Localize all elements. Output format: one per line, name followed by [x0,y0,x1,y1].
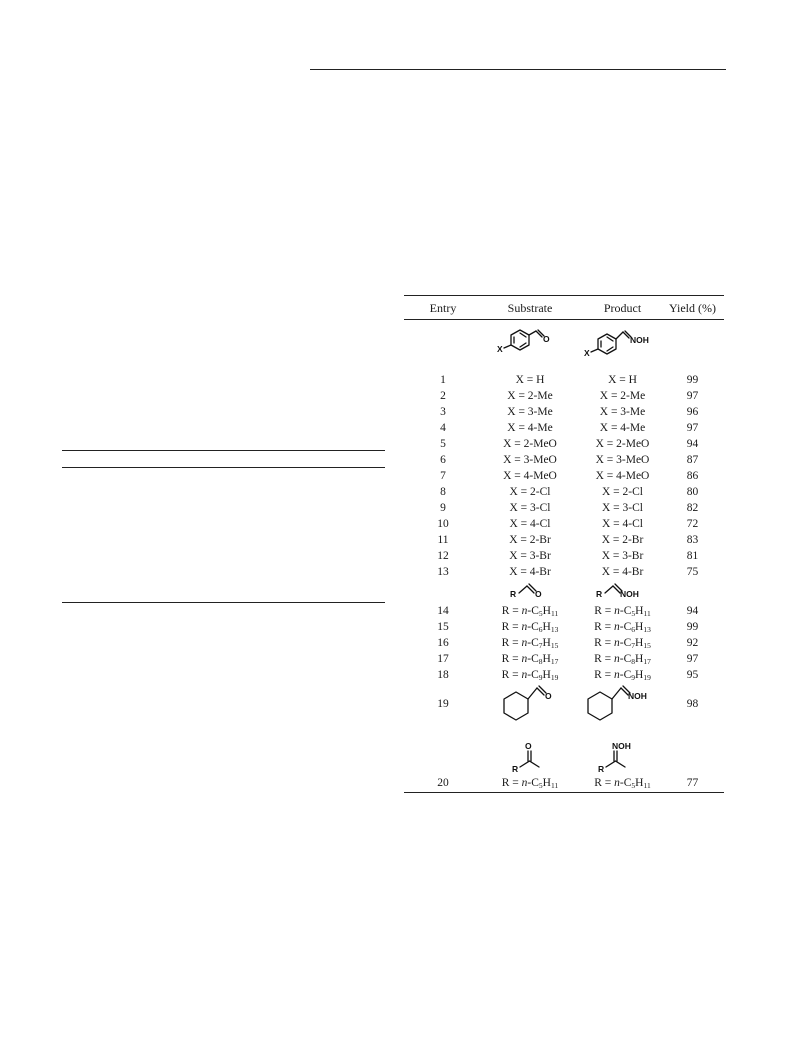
cell-entry: 20 [437,777,449,789]
cell-product: X = 2-MeO [595,438,650,450]
double-bond-icon [520,333,526,337]
cell-product: X = 3-Cl [602,502,643,514]
cell-substrate: $R = n-C_5H_{11}$ [501,777,559,790]
cell-yield: 81 [686,550,699,562]
ketone-structure [510,740,560,774]
left-table-rule-1 [62,450,385,451]
cell-product: X = 2-Br [601,534,644,546]
cell-product: X = 2-Me [599,390,646,402]
bond-icon [520,761,530,767]
bond-icon [616,761,626,767]
header-entry: Entry [429,301,457,315]
cell-product: $R = n-C_5H_{11}$ [594,605,651,618]
cyclohexane-ring-icon [588,692,612,720]
bond-icon [591,349,598,352]
cell-yield: 94 [686,438,699,450]
left-table-rule-3 [62,602,385,603]
benzaldehyde-structure [495,328,555,360]
cell-entry: 14 [437,605,449,617]
cell-entry: 18 [437,669,449,681]
cell-entry: 16 [437,637,449,649]
cell-entry: 12 [437,550,449,562]
cell-yield: 75 [686,566,699,578]
cell-substrate: X = 4-Me [507,422,553,434]
bond-icon [612,688,621,699]
cyclohexane-ring-icon [504,692,528,720]
cell-substrate: X = 2-Br [509,534,551,546]
double-bond-icon [607,337,613,341]
cell-yield: 83 [686,534,699,546]
cell-substrate: X = H [515,374,545,386]
cell-entry: 3 [440,406,446,418]
aldehyde-structure [510,581,560,601]
noh-label: NOH [630,335,649,345]
cell-substrate: X = 3-MeO [503,454,557,466]
cell-entry: 8 [440,486,446,498]
cell-product: $R = n-C_8H_{17}$ [594,653,651,666]
cell-substrate: X = 4-Br [509,566,551,578]
cell-entry: 17 [437,653,449,665]
noh-label: NOH [612,741,631,751]
cell-substrate: X = 3-Me [507,406,553,418]
table-top-rule [404,295,724,296]
r-label: R [598,764,605,774]
cell-yield: 82 [686,502,699,514]
bond-icon [530,761,540,767]
header-substrate: Substrate [507,301,553,315]
cell-product: X = 4-Me [599,422,646,434]
cell-entry: 5 [440,438,446,450]
cell-substrate: $R = n-C_5H_{11}$ [501,605,559,618]
cell-entry: 13 [437,566,449,578]
cell-entry: 9 [440,502,446,514]
header-product: Product [603,301,642,315]
cell-substrate: X = 4-MeO [503,470,557,482]
cell-entry: 10 [437,518,449,530]
cell-product: $R = n-C_9H_{19}$ [594,669,651,682]
aldoxime-structure [596,581,656,601]
table-bottom-rule [404,792,724,793]
r-label: R [596,589,603,599]
cell-yield: 95 [686,669,699,681]
cell-yield: 98 [686,698,699,710]
cell-product: X = 3-Br [601,550,644,562]
cell-substrate: $R = n-C_9H_{19}$ [501,669,559,682]
cell-yield: 86 [686,470,699,482]
oxygen-label: O [525,741,532,751]
r-label: R [510,589,517,599]
double-bond-icon [520,343,526,347]
cell-yield: 97 [686,390,699,402]
cell-product: $R = n-C_7H_{15}$ [594,637,651,650]
cell-yield: 96 [686,406,699,418]
cell-yield: 97 [686,422,699,434]
bond-icon [504,345,511,348]
header-yield: Yield (%) [669,301,716,315]
bond-icon [529,331,536,335]
cell-substrate: X = 3-Cl [509,502,551,514]
noh-label: NOH [628,691,647,701]
cyclohexane-aldoxime-structure [584,684,664,722]
table-header-rule [404,319,724,320]
ketoxime-structure [596,740,646,774]
oxygen-label: O [545,691,552,701]
x-label: X [497,344,503,354]
cell-yield: 77 [686,777,699,789]
cell-entry: 4 [440,422,446,434]
cell-product: X = 3-Me [599,406,646,418]
cell-entry: 1 [440,374,446,386]
cell-yield: 99 [686,374,699,386]
left-table-rule-2 [62,467,385,468]
bond-icon [605,586,613,593]
cell-entry: 11 [437,534,449,546]
bond-icon [606,761,616,767]
x-label: X [584,348,590,358]
cell-product: X = 4-Cl [602,518,643,530]
cell-product: X = 3-MeO [595,454,650,466]
cell-product: $R = n-C_6H_{13}$ [594,621,651,634]
bond-icon [519,586,527,593]
cell-yield: 92 [686,637,699,649]
cell-yield: 72 [686,518,699,530]
cell-substrate: X = 4-Cl [509,518,551,530]
cell-product: $R = n-C_5H_{11}$ [594,777,651,790]
cell-entry: 19 [437,698,449,710]
cell-entry: 15 [437,621,449,633]
cell-yield: 80 [686,486,699,498]
bond-icon [528,688,537,699]
cell-yield: 87 [686,454,699,466]
cell-product: X = 4-Br [601,566,644,578]
oxygen-label: O [535,589,542,599]
cell-substrate: $R = n-C_8H_{17}$ [501,653,559,666]
cell-substrate: X = 2-Cl [509,486,551,498]
benzaldoxime-structure [582,328,662,360]
r-label: R [512,764,519,774]
oxygen-label: O [543,334,550,344]
cell-entry: 6 [440,454,446,466]
cell-entry: 7 [440,470,446,482]
top-rule [310,69,726,70]
cell-yield: 97 [686,653,699,665]
cell-product: X = 4-MeO [595,470,650,482]
cyclohexanecarboxaldehyde-structure [500,684,560,722]
double-bond-icon [607,347,613,351]
cell-product: X = H [608,374,637,386]
cell-yield: 94 [686,605,699,617]
cell-entry: 2 [440,390,446,402]
bond-icon [616,332,623,339]
cell-product: X = 2-Cl [602,486,643,498]
cell-substrate: $R = n-C_6H_{13}$ [501,621,559,634]
cell-substrate: X = 2-Me [507,390,553,402]
cell-substrate: X = 3-Br [509,550,551,562]
cell-yield: 99 [686,621,699,633]
noh-label: NOH [620,589,639,599]
cell-substrate: X = 2-MeO [503,438,557,450]
cell-substrate: $R = n-C_7H_{15}$ [501,637,559,650]
